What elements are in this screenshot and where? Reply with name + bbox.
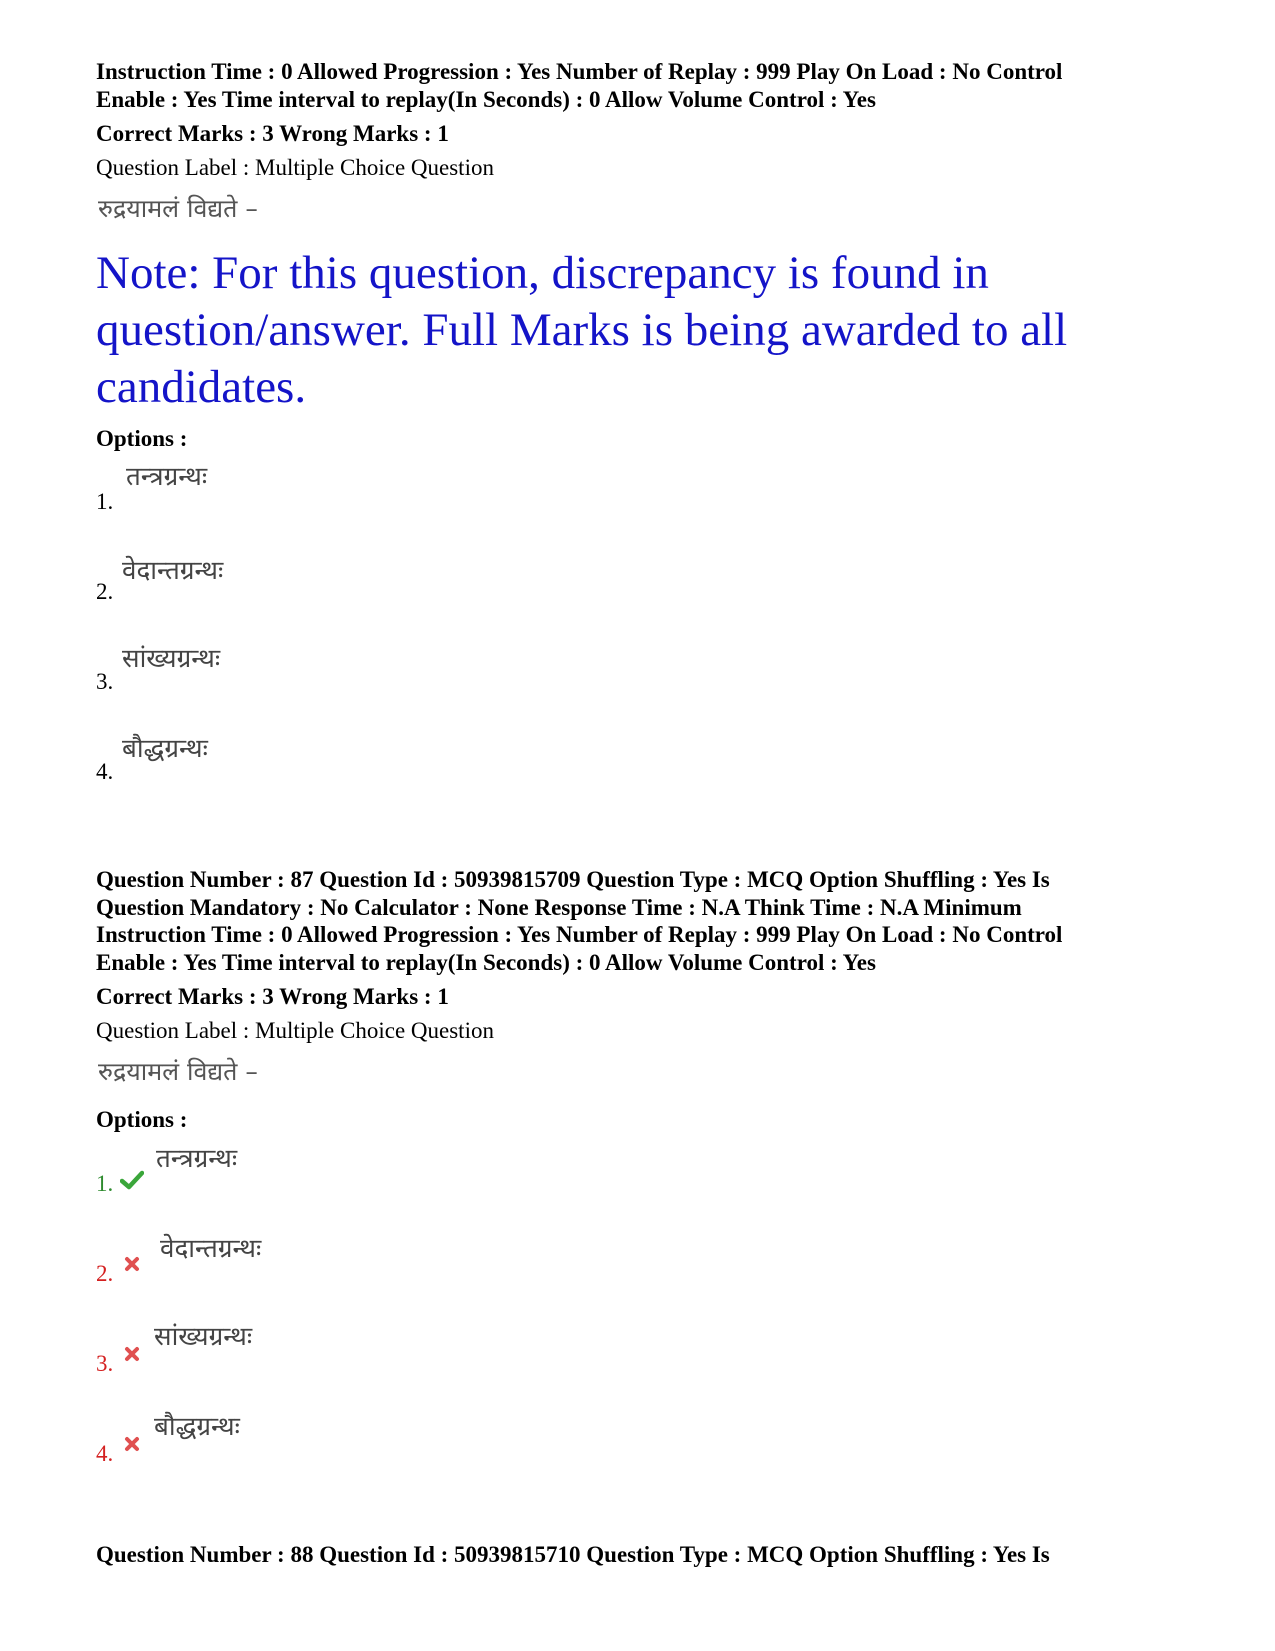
cross-icon: [124, 1256, 140, 1272]
option-text: सांख्यग्रन्थः: [154, 1322, 253, 1352]
option-number: 2.: [96, 579, 114, 604]
question-86-label: Question Label : Multiple Choice Question: [96, 155, 494, 180]
option-number: 3.: [96, 669, 114, 694]
option-text: बौद्धग्रन्थः: [154, 1412, 240, 1442]
meta-line: Question Number : 88 Question Id : 50939815710 Question Type : MCQ Option Shuffling : Yes Is: [96, 1542, 1050, 1567]
meta-line: Question Number : 87 Question Id : 50939815709 Question Type : MCQ Option Shuffling : Yes Is: [96, 867, 1050, 892]
option-number: 4.: [96, 759, 114, 784]
cross-icon: [124, 1436, 140, 1452]
option-text: सांख्यग्रन्थः: [122, 644, 221, 674]
note-line: Note: For this question, discrepancy is found in: [96, 247, 989, 299]
option-number: 1.: [96, 1171, 114, 1196]
meta-line: Question Mandatory : No Calculator : None Response Time : N.A Think Time : N.A Minimum: [96, 894, 1022, 920]
meta-line: Instruction Time : 0 Allowed Progression : Yes Number of Replay : 999 Play On Load : No Control: [96, 922, 1063, 947]
note-line: candidates.: [96, 361, 307, 413]
option-text: तन्त्रग्रन्थः: [156, 1144, 238, 1174]
question-86-marks: Correct Marks : 3 Wrong Marks : 1: [96, 121, 449, 146]
question-87-text: रुद्रयामलं विद्यते –: [98, 1057, 258, 1086]
meta-line: Enable : Yes Time interval to replay(In Seconds) : 0 Allow Volume Control : Yes: [96, 86, 876, 112]
option-number: 2.: [96, 1261, 114, 1286]
option-number: 3.: [96, 1351, 114, 1376]
question-87-marks: Correct Marks : 3 Wrong Marks : 1: [96, 984, 449, 1009]
question-86-options-heading: Options :: [96, 426, 188, 451]
question-86-meta: [96, 58, 1206, 113]
option-text: वेदान्तग्रन्थः: [122, 556, 224, 586]
note-line: question/answer. Full Marks is being awarded to all: [96, 304, 1068, 356]
option-number: 1.: [96, 489, 114, 514]
option-text: तन्त्रग्रन्थः: [126, 462, 208, 492]
option-text: वेदान्तग्रन्थः: [160, 1234, 262, 1264]
check-icon: [120, 1169, 144, 1191]
question-87-label: Question Label : Multiple Choice Question: [96, 1018, 494, 1043]
question-87-meta: [96, 866, 1206, 976]
meta-line: Enable : Yes Time interval to replay(In Seconds) : 0 Allow Volume Control : Yes: [96, 949, 876, 975]
question-86-text: रुद्रयामलं विद्यते –: [98, 194, 258, 223]
option-number: 4.: [96, 1441, 114, 1466]
discrepancy-note: [96, 245, 1216, 416]
option-text: बौद्धग्रन्थः: [122, 734, 208, 764]
question-88-meta: [96, 1541, 1206, 1569]
meta-line: Instruction Time : 0 Allowed Progression : Yes Number of Replay : 999 Play On Load : No Control: [96, 59, 1063, 84]
cross-icon: [124, 1346, 140, 1362]
question-87-options-heading: Options :: [96, 1107, 188, 1132]
